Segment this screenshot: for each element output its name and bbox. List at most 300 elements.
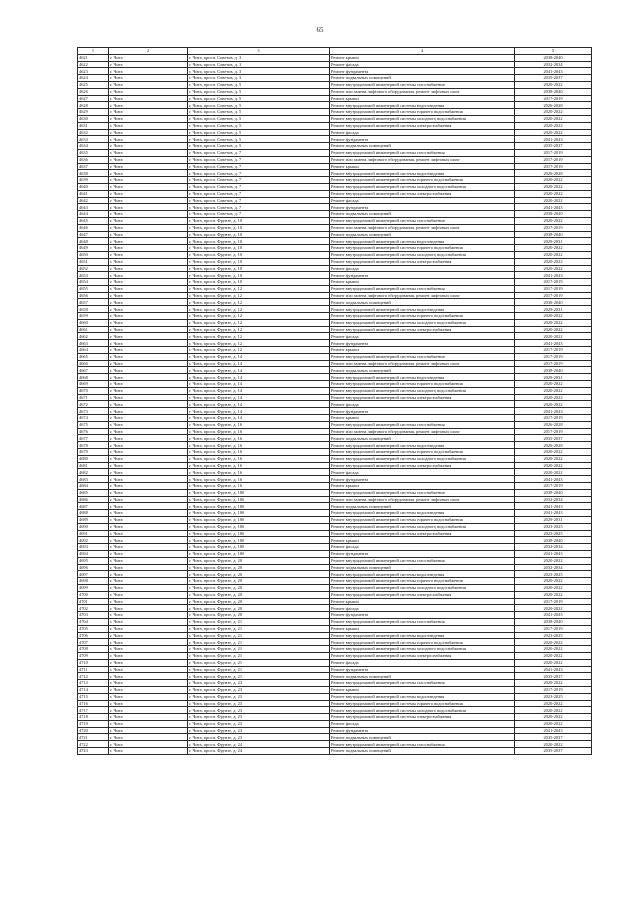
municipality-cell: г. Чита xyxy=(109,170,188,177)
period-cell: 2041-2043 xyxy=(515,550,592,557)
municipality-cell: г. Чита xyxy=(109,272,188,279)
period-cell: 2041-2043 xyxy=(515,136,592,143)
address-cell: г. Чита, просп. Советов, д. 3 xyxy=(188,54,330,61)
work-type-cell: Ремонт подвальных помещений xyxy=(330,299,515,306)
work-type-cell: Ремонт внутридомовой инженерной системы горячего водоснабжения xyxy=(330,639,515,646)
table-row xyxy=(78,435,592,442)
row-number-cell: 4628 xyxy=(78,102,109,109)
work-type-cell: Ремонт внутридомовой инженерной системы холодного водоснабжения xyxy=(330,646,515,653)
period-cell: 2029-2031 xyxy=(515,238,592,245)
address-cell: г. Чита, просп. Фрунзе, д. 10 xyxy=(188,245,330,252)
row-number-cell: 4629 xyxy=(78,109,109,116)
municipality-cell: г. Чита xyxy=(109,516,188,523)
header-cell: 3 xyxy=(188,48,330,55)
table-row xyxy=(78,299,592,306)
period-cell: 2041-2043 xyxy=(515,510,592,517)
address-cell: г. Чита, просп. Советов, д. 5 xyxy=(188,122,330,129)
row-number-cell: 4678 xyxy=(78,442,109,449)
period-cell: 2020-2022 xyxy=(515,129,592,136)
work-type-cell: Ремонт крыши xyxy=(330,347,515,354)
address-cell: г. Чита, просп. Фрунзе, д. 16 xyxy=(188,428,330,435)
municipality-cell: г. Чита xyxy=(109,680,188,687)
table-row xyxy=(78,523,592,530)
row-number-cell: 4647 xyxy=(78,231,109,238)
work-type-cell: Ремонт внутридомовой инженерной системы электроснабжения xyxy=(330,591,515,598)
period-cell: 2020-2022 xyxy=(515,401,592,408)
address-cell: г. Чита, просп. Фрунзе, д. 16 xyxy=(188,469,330,476)
table-row xyxy=(78,727,592,734)
row-number-cell: 4697 xyxy=(78,571,109,578)
address-cell: г. Чита, просп. Фрунзе, д. 18б xyxy=(188,489,330,496)
period-cell: 2035-2037 xyxy=(515,143,592,150)
row-number-cell: 4673 xyxy=(78,408,109,415)
work-type-cell: Ремонт внутридомовой инженерной системы водоотведения xyxy=(330,170,515,177)
header-cell: 4 xyxy=(330,48,515,55)
row-number-cell: 4707 xyxy=(78,639,109,646)
municipality-cell: г. Чита xyxy=(109,129,188,136)
row-number-cell: 4656 xyxy=(78,292,109,299)
table-row xyxy=(78,734,592,741)
address-cell: г. Чита, просп. Советов, д. 5 xyxy=(188,88,330,95)
period-cell: 2020-2022 xyxy=(515,217,592,224)
municipality-cell: г. Чита xyxy=(109,340,188,347)
address-cell: г. Чита, просп. Фрунзе, д. 18б xyxy=(188,530,330,537)
table-row xyxy=(78,428,592,435)
row-number-cell: 4634 xyxy=(78,143,109,150)
address-cell: г. Чита, просп. Фрунзе, д. 18б xyxy=(188,510,330,517)
table-row xyxy=(78,666,592,673)
table-row xyxy=(78,68,592,75)
address-cell: г. Чита, просп. Советов, д. 7 xyxy=(188,149,330,156)
period-cell: 2041-2043 xyxy=(515,340,592,347)
address-cell: г. Чита, просп. Фрунзе, д. 16 xyxy=(188,476,330,483)
period-cell: 2017-2019 xyxy=(515,347,592,354)
period-cell: 2041-2043 xyxy=(515,666,592,673)
address-cell: г. Чита, просп. Фрунзе, д. 20 xyxy=(188,612,330,619)
work-type-cell: Ремонт подвальных помещений xyxy=(330,503,515,510)
municipality-cell: г. Чита xyxy=(109,415,188,422)
municipality-cell: г. Чита xyxy=(109,639,188,646)
work-type-cell: Ремонт внутридомовой инженерной системы электроснабжения xyxy=(330,190,515,197)
address-cell: г. Чита, просп. Фрунзе, д. 18б xyxy=(188,550,330,557)
work-type-cell: Ремонт крыши xyxy=(330,54,515,61)
work-type-cell: Ремонт внутридомовой инженерной системы холодного водоснабжения xyxy=(330,387,515,394)
table-row xyxy=(78,544,592,551)
period-cell: 2023-2025 xyxy=(515,571,592,578)
period-cell: 2020-2022 xyxy=(515,387,592,394)
address-cell: г. Чита, просп. Фрунзе, д. 10 xyxy=(188,238,330,245)
table-row xyxy=(78,367,592,374)
work-type-cell: Ремонт фасада xyxy=(330,401,515,408)
address-cell: г. Чита, просп. Фрунзе, д. 20 xyxy=(188,564,330,571)
row-number-cell: 4721 xyxy=(78,734,109,741)
period-cell: 2020-2022 xyxy=(515,652,592,659)
municipality-cell: г. Чита xyxy=(109,204,188,211)
address-cell: г. Чита, просп. Советов, д. 5 xyxy=(188,95,330,102)
table-row xyxy=(78,741,592,748)
address-cell: г. Чита, просп. Фрунзе, д. 20 xyxy=(188,557,330,564)
work-type-cell: Ремонт или замена лифтового оборудования, ремонт лифтовых шахт xyxy=(330,360,515,367)
address-cell: г. Чита, просп. Советов, д. 5 xyxy=(188,81,330,88)
address-cell: г. Чита, просп. Фрунзе, д. 20 xyxy=(188,584,330,591)
address-cell: г. Чита, просп. Фрунзе, д. 14 xyxy=(188,387,330,394)
municipality-cell: г. Чита xyxy=(109,401,188,408)
row-number-cell: 4689 xyxy=(78,516,109,523)
work-type-cell: Ремонт внутридомовой инженерной системы холодного водоснабжения xyxy=(330,251,515,258)
work-type-cell: Ремонт внутридомовой инженерной системы газоснабжения xyxy=(330,81,515,88)
row-number-cell: 4705 xyxy=(78,625,109,632)
period-cell: 2020-2022 xyxy=(515,700,592,707)
table-row xyxy=(78,224,592,231)
address-cell: г. Чита, просп. Фрунзе, д. 12 xyxy=(188,347,330,354)
municipality-cell: г. Чита xyxy=(109,326,188,333)
period-cell: 2020-2022 xyxy=(515,177,592,184)
address-cell: г. Чита, просп. Фрунзе, д. 20 xyxy=(188,578,330,585)
address-cell: г. Чита, просп. Фрунзе, д. 16 xyxy=(188,442,330,449)
municipality-cell: г. Чита xyxy=(109,537,188,544)
municipality-cell: г. Чита xyxy=(109,476,188,483)
address-cell: г. Чита, просп. Фрунзе, д. 18б xyxy=(188,544,330,551)
row-number-cell: 4685 xyxy=(78,489,109,496)
table-row xyxy=(78,476,592,483)
period-cell: 2041-2043 xyxy=(515,68,592,75)
row-number-cell: 4630 xyxy=(78,115,109,122)
municipality-cell: г. Чита xyxy=(109,489,188,496)
row-number-cell: 4652 xyxy=(78,265,109,272)
period-cell: 2032-2034 xyxy=(515,496,592,503)
period-cell: 2035-2037 xyxy=(515,748,592,755)
work-type-cell: Ремонт крыши xyxy=(330,415,515,422)
address-cell: г. Чита, просп. Советов, д. 7 xyxy=(188,190,330,197)
row-number-cell: 4666 xyxy=(78,360,109,367)
period-cell: 2038-2040 xyxy=(515,537,592,544)
period-cell: 2035-2037 xyxy=(515,734,592,741)
municipality-cell: г. Чита xyxy=(109,734,188,741)
municipality-cell: г. Чита xyxy=(109,251,188,258)
period-cell: 2020-2022 xyxy=(515,469,592,476)
municipality-cell: г. Чита xyxy=(109,523,188,530)
row-number-cell: 4715 xyxy=(78,693,109,700)
address-cell: г. Чита, просп. Фрунзе, д. 10 xyxy=(188,258,330,265)
address-cell: г. Чита, просп. Фрунзе, д. 16 xyxy=(188,435,330,442)
row-number-cell: 4711 xyxy=(78,666,109,673)
table-row xyxy=(78,714,592,721)
row-number-cell: 4661 xyxy=(78,326,109,333)
period-cell: 2035-2037 xyxy=(515,435,592,442)
municipality-cell: г. Чита xyxy=(109,442,188,449)
table-row xyxy=(78,591,592,598)
work-type-cell: Ремонт подвальных помещений xyxy=(330,435,515,442)
work-type-cell: Ремонт фундамента xyxy=(330,136,515,143)
repair-schedule-table xyxy=(77,47,592,755)
work-type-cell: Ремонт внутридомовой инженерной системы холодного водоснабжения xyxy=(330,183,515,190)
work-type-cell: Ремонт подвальных помещений xyxy=(330,673,515,680)
row-number-cell: 4623 xyxy=(78,68,109,75)
municipality-cell: г. Чита xyxy=(109,306,188,313)
table-row xyxy=(78,61,592,68)
table-row xyxy=(78,285,592,292)
address-cell: г. Чита, просп. Фрунзе, д. 18б xyxy=(188,496,330,503)
address-cell: г. Чита, просп. Фрунзе, д. 23 xyxy=(188,707,330,714)
work-type-cell: Ремонт фундамента xyxy=(330,550,515,557)
work-type-cell: Ремонт внутридомовой инженерной системы электроснабжения xyxy=(330,530,515,537)
municipality-cell: г. Чита xyxy=(109,462,188,469)
row-number-cell: 4714 xyxy=(78,686,109,693)
work-type-cell: Ремонт крыши xyxy=(330,686,515,693)
address-cell: г. Чита, просп. Фрунзе, д. 12 xyxy=(188,319,330,326)
row-number-cell: 4712 xyxy=(78,673,109,680)
period-cell: 2020-2022 xyxy=(515,245,592,252)
row-number-cell: 4674 xyxy=(78,415,109,422)
table-row xyxy=(78,571,592,578)
municipality-cell: г. Чита xyxy=(109,700,188,707)
row-number-cell: 4676 xyxy=(78,428,109,435)
period-cell: 2017-2019 xyxy=(515,625,592,632)
row-number-cell: 4684 xyxy=(78,483,109,490)
period-cell: 2041-2043 xyxy=(515,408,592,415)
municipality-cell: г. Чита xyxy=(109,319,188,326)
municipality-cell: г. Чита xyxy=(109,557,188,564)
period-cell: 2017-2019 xyxy=(515,483,592,490)
address-cell: г. Чита, просп. Советов, д. 3 xyxy=(188,68,330,75)
work-type-cell: Ремонт фундамента xyxy=(330,68,515,75)
work-type-cell: Ремонт внутридомовой инженерной системы водоотведения xyxy=(330,571,515,578)
work-type-cell: Ремонт крыши xyxy=(330,483,515,490)
address-cell: г. Чита, просп. Фрунзе, д. 12 xyxy=(188,285,330,292)
row-number-cell: 4645 xyxy=(78,217,109,224)
municipality-cell: г. Чита xyxy=(109,564,188,571)
table-row xyxy=(78,720,592,727)
municipality-cell: г. Чита xyxy=(109,54,188,61)
municipality-cell: г. Чита xyxy=(109,245,188,252)
address-cell: г. Чита, просп. Фрунзе, д. 24 xyxy=(188,748,330,755)
table-row xyxy=(78,374,592,381)
row-number-cell: 4626 xyxy=(78,88,109,95)
work-type-cell: Ремонт внутридомовой инженерной системы горячего водоснабжения xyxy=(330,109,515,116)
work-type-cell: Ремонт фасада xyxy=(330,333,515,340)
row-number-cell: 4636 xyxy=(78,156,109,163)
period-cell: 2041-2043 xyxy=(515,272,592,279)
address-cell: г. Чита, просп. Фрунзе, д. 20 xyxy=(188,571,330,578)
work-type-cell: Ремонт внутридомовой инженерной системы газоснабжения xyxy=(330,741,515,748)
row-number-cell: 4649 xyxy=(78,245,109,252)
municipality-cell: г. Чита xyxy=(109,109,188,116)
table-row xyxy=(78,605,592,612)
row-number-cell: 4650 xyxy=(78,251,109,258)
row-number-cell: 4669 xyxy=(78,381,109,388)
table-row xyxy=(78,510,592,517)
period-cell: 2017-2019 xyxy=(515,285,592,292)
municipality-cell: г. Чита xyxy=(109,652,188,659)
municipality-cell: г. Чита xyxy=(109,177,188,184)
municipality-cell: г. Чита xyxy=(109,136,188,143)
table-row xyxy=(78,700,592,707)
period-cell: 2020-2022 xyxy=(515,714,592,721)
period-cell: 2020-2022 xyxy=(515,333,592,340)
row-number-cell: 4640 xyxy=(78,183,109,190)
work-type-cell: Ремонт крыши xyxy=(330,537,515,544)
work-type-cell: Ремонт подвальных помещений xyxy=(330,75,515,82)
table-row xyxy=(78,81,592,88)
work-type-cell: Ремонт внутридомовой инженерной системы электроснабжения xyxy=(330,326,515,333)
period-cell: 2017-2019 xyxy=(515,428,592,435)
municipality-cell: г. Чита xyxy=(109,714,188,721)
table-row xyxy=(78,313,592,320)
work-type-cell: Ремонт внутридомовой инженерной системы газоснабжения xyxy=(330,680,515,687)
municipality-cell: г. Чита xyxy=(109,496,188,503)
period-cell: 2029-2031 xyxy=(515,306,592,313)
address-cell: г. Чита, просп. Фрунзе, д. 20 xyxy=(188,605,330,612)
municipality-cell: г. Чита xyxy=(109,428,188,435)
address-cell: г. Чита, просп. Советов, д. 7 xyxy=(188,156,330,163)
address-cell: г. Чита, просп. Фрунзе, д. 12 xyxy=(188,299,330,306)
address-cell: г. Чита, просп. Фрунзе, д. 12 xyxy=(188,292,330,299)
work-type-cell: Ремонт внутридомовой инженерной системы горячего водоснабжения xyxy=(330,177,515,184)
period-cell: 2035-2037 xyxy=(515,75,592,82)
work-type-cell: Ремонт фундамента xyxy=(330,612,515,619)
row-number-cell: 4720 xyxy=(78,727,109,734)
work-type-cell: Ремонт подвальных помещений xyxy=(330,748,515,755)
address-cell: г. Чита, просп. Фрунзе, д. 21 xyxy=(188,618,330,625)
work-type-cell: Ремонт внутридомовой инженерной системы холодного водоснабжения xyxy=(330,523,515,530)
address-cell: г. Чита, просп. Советов, д. 5 xyxy=(188,143,330,150)
header-row xyxy=(78,48,592,55)
work-type-cell: Ремонт фундамента xyxy=(330,204,515,211)
table-row xyxy=(78,217,592,224)
row-number-cell: 4702 xyxy=(78,605,109,612)
table-row xyxy=(78,238,592,245)
municipality-cell: г. Чита xyxy=(109,156,188,163)
row-number-cell: 4703 xyxy=(78,612,109,619)
address-cell: г. Чита, просп. Фрунзе, д. 21 xyxy=(188,625,330,632)
period-cell: 2020-2022 xyxy=(515,557,592,564)
address-cell: г. Чита, просп. Советов, д. 7 xyxy=(188,170,330,177)
row-number-cell: 4709 xyxy=(78,652,109,659)
municipality-cell: г. Чита xyxy=(109,61,188,68)
municipality-cell: г. Чита xyxy=(109,68,188,75)
row-number-cell: 4651 xyxy=(78,258,109,265)
address-cell: г. Чита, просп. Фрунзе, д. 18б xyxy=(188,537,330,544)
work-type-cell: Ремонт внутридомовой инженерной системы газоснабжения xyxy=(330,489,515,496)
work-type-cell: Ремонт внутридомовой инженерной системы горячего водоснабжения xyxy=(330,449,515,456)
row-number-cell: 4671 xyxy=(78,394,109,401)
row-number-cell: 4719 xyxy=(78,720,109,727)
work-type-cell: Ремонт внутридомовой инженерной системы водоотведения xyxy=(330,238,515,245)
address-cell: г. Чита, просп. Фрунзе, д. 23 xyxy=(188,693,330,700)
address-cell: г. Чита, просп. Фрунзе, д. 23 xyxy=(188,686,330,693)
row-number-cell: 4657 xyxy=(78,299,109,306)
municipality-cell: г. Чита xyxy=(109,394,188,401)
municipality-cell: г. Чита xyxy=(109,550,188,557)
row-number-cell: 4655 xyxy=(78,285,109,292)
page-number: 65 xyxy=(316,26,324,34)
header-cell: 5 xyxy=(515,48,592,55)
municipality-cell: г. Чита xyxy=(109,686,188,693)
table-row xyxy=(78,183,592,190)
work-type-cell: Ремонт подвальных помещений xyxy=(330,564,515,571)
address-cell: г. Чита, просп. Фрунзе, д. 14 xyxy=(188,381,330,388)
address-cell: г. Чита, просп. Фрунзе, д. 14 xyxy=(188,401,330,408)
table-row xyxy=(78,462,592,469)
period-cell: 2038-2040 xyxy=(515,88,592,95)
table-row xyxy=(78,483,592,490)
row-number-cell: 4642 xyxy=(78,197,109,204)
table-row xyxy=(78,537,592,544)
table-row xyxy=(78,686,592,693)
period-cell: 2020-2022 xyxy=(515,578,592,585)
municipality-cell: г. Чита xyxy=(109,584,188,591)
period-cell: 2038-2040 xyxy=(515,54,592,61)
row-number-cell: 4646 xyxy=(78,224,109,231)
municipality-cell: г. Чита xyxy=(109,381,188,388)
municipality-cell: г. Чита xyxy=(109,707,188,714)
municipality-cell: г. Чита xyxy=(109,598,188,605)
work-type-cell: Ремонт подвальных помещений xyxy=(330,734,515,741)
period-cell: 2032-2034 xyxy=(515,564,592,571)
table-row xyxy=(78,115,592,122)
period-cell: 2020-2022 xyxy=(515,183,592,190)
table-row xyxy=(78,129,592,136)
municipality-cell: г. Чита xyxy=(109,435,188,442)
row-number-cell: 4679 xyxy=(78,449,109,456)
table-row xyxy=(78,625,592,632)
row-number-cell: 4633 xyxy=(78,136,109,143)
municipality-cell: г. Чита xyxy=(109,299,188,306)
address-cell: г. Чита, просп. Советов, д. 3 xyxy=(188,61,330,68)
row-number-cell: 4677 xyxy=(78,435,109,442)
municipality-cell: г. Чита xyxy=(109,265,188,272)
period-cell: 2020-2022 xyxy=(515,190,592,197)
table-row xyxy=(78,469,592,476)
address-cell: г. Чита, просп. Фрунзе, д. 23 xyxy=(188,700,330,707)
address-cell: г. Чита, просп. Фрунзе, д. 14 xyxy=(188,408,330,415)
municipality-cell: г. Чита xyxy=(109,544,188,551)
table-row xyxy=(78,408,592,415)
address-cell: г. Чита, просп. Фрунзе, д. 14 xyxy=(188,367,330,374)
period-cell: 2020-2022 xyxy=(515,741,592,748)
address-cell: г. Чита, просп. Советов, д. 3 xyxy=(188,75,330,82)
municipality-cell: г. Чита xyxy=(109,95,188,102)
municipality-cell: г. Чита xyxy=(109,231,188,238)
address-cell: г. Чита, просп. Фрунзе, д. 21 xyxy=(188,646,330,653)
period-cell: 2020-2022 xyxy=(515,109,592,116)
period-cell: 2026-2028 xyxy=(515,442,592,449)
work-type-cell: Ремонт фасада xyxy=(330,265,515,272)
address-cell: г. Чита, просп. Советов, д. 7 xyxy=(188,197,330,204)
row-number-cell: 4690 xyxy=(78,523,109,530)
row-number-cell: 4717 xyxy=(78,707,109,714)
table-row xyxy=(78,618,592,625)
table-row xyxy=(78,693,592,700)
row-number-cell: 4706 xyxy=(78,632,109,639)
period-cell: 2017-2019 xyxy=(515,360,592,367)
period-cell: 2023-2025 xyxy=(515,523,592,530)
period-cell: 2017-2019 xyxy=(515,224,592,231)
period-cell: 2017-2019 xyxy=(515,598,592,605)
work-type-cell: Ремонт или замена лифтового оборудования, ремонт лифтовых шахт xyxy=(330,88,515,95)
municipality-cell: г. Чита xyxy=(109,673,188,680)
table-row xyxy=(78,489,592,496)
work-type-cell: Ремонт фундамента xyxy=(330,340,515,347)
municipality-cell: г. Чита xyxy=(109,469,188,476)
municipality-cell: г. Чита xyxy=(109,693,188,700)
table-row xyxy=(78,496,592,503)
table-row xyxy=(78,279,592,286)
work-type-cell: Ремонт фасада xyxy=(330,61,515,68)
table-row xyxy=(78,584,592,591)
work-type-cell: Ремонт внутридомовой инженерной системы газоснабжения xyxy=(330,557,515,564)
period-cell: 2020-2022 xyxy=(515,680,592,687)
